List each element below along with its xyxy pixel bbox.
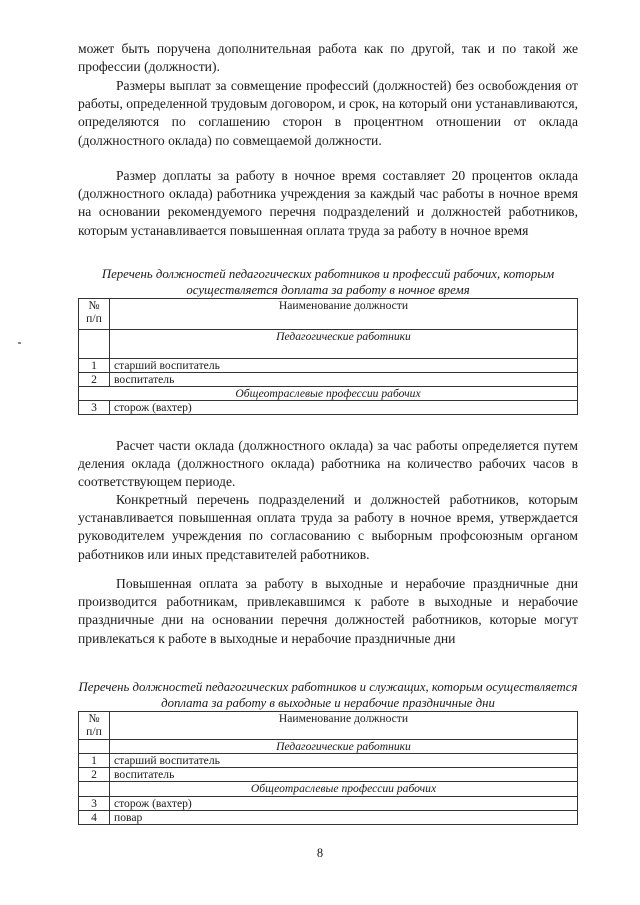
row-num: 2 xyxy=(79,373,110,387)
row-num: 1 xyxy=(79,754,110,768)
table-row xyxy=(79,387,578,401)
row-name: повар xyxy=(110,811,578,825)
paragraph-1: может быть поручена дополнительная работа как по другой, так и по такой же профессии (должности). xyxy=(78,41,578,75)
header-name: Наименование должности xyxy=(110,712,578,740)
row-name: воспитатель xyxy=(110,768,578,782)
table-row xyxy=(79,401,578,415)
table-row xyxy=(79,754,578,768)
row-name: старший воспитатель xyxy=(110,359,578,373)
page-number: 8 xyxy=(316,846,324,860)
group-heading: Педагогические работники xyxy=(110,740,578,754)
table-row xyxy=(79,797,578,811)
row-num: 2 xyxy=(79,768,110,782)
group-num-cell xyxy=(79,330,110,359)
table2 xyxy=(78,711,578,825)
group-num-cell xyxy=(79,740,110,754)
row-num: 3 xyxy=(79,401,110,415)
table1-caption: Перечень должностей педагогических работников и профессий рабочих, которым осуществляется доплата за работу в ночное время xyxy=(101,267,555,297)
group-heading: Общеотраслевые профессии рабочих xyxy=(110,782,578,797)
row-name: сторож (вахтер) xyxy=(110,401,578,415)
table-row xyxy=(79,330,578,359)
table-row xyxy=(79,359,578,373)
row-name: старший воспитатель xyxy=(110,754,578,768)
group-heading: Общеотраслевые профессии рабочих xyxy=(79,387,578,401)
row-name: воспитатель xyxy=(110,373,578,387)
table-row xyxy=(79,712,578,740)
table-row xyxy=(79,299,578,330)
margin-mark xyxy=(18,342,21,344)
header-num: № п/п xyxy=(79,299,110,330)
paragraph-4: Расчет части оклада (должностного оклада) за час работы определяется путем деления оклада (должностного оклада) работника на количество рабочих часов в соответствующем периоде. xyxy=(78,438,578,490)
group-heading: Педагогические работники xyxy=(110,330,578,359)
paragraph-5: Конкретный перечень подразделений и должностей работников, которым устанавливается повышенная оплата труда за работу в ночное время, утверждается руководителем учреждения по согласованию с выборным профсоюзным органом работников или иных представителей работников. xyxy=(78,492,578,562)
paragraph-2: Размеры выплат за совмещение профессий (должностей) без освобождения от работы, определенной трудовым договором, и срок, на который они устанавливаются, определяются по соглашению сторон в процентном отношении от оклада (должностного оклада) по совмещаемой должности. xyxy=(78,78,578,148)
header-num: № п/п xyxy=(79,712,110,740)
paragraph-6: Повышенная оплата за работу в выходные и нерабочие праздничные дни производится работникам, привлекавшимся к работе в выходные и нерабочие праздничные дни на основании перечня должностей работников, которые могут привлекаться к работе в выходные и нерабочие праздничные дни xyxy=(78,576,578,646)
header-name: Наименование должности xyxy=(110,299,578,330)
row-name: сторож (вахтер) xyxy=(110,797,578,811)
table-row xyxy=(79,811,578,825)
paragraph-3: Размер доплаты за работу в ночное время составляет 20 процентов оклада (должностного оклада) работника учреждения за каждый час работы в ночное время на основании рекомендуемого перечня подразделений и должностей работников, которым устанавливается повышенная оплата труда за работу в ночное время xyxy=(78,168,578,238)
table-row xyxy=(79,768,578,782)
row-num: 4 xyxy=(79,811,110,825)
table1 xyxy=(78,298,578,415)
row-num: 1 xyxy=(79,359,110,373)
table-row xyxy=(79,373,578,387)
row-num: 3 xyxy=(79,797,110,811)
table2-caption: Перечень должностей педагогических работников и служащих, которым осуществляется доплата за работу в выходные и нерабочие праздничные дни xyxy=(78,680,578,710)
group-num-cell xyxy=(79,782,110,797)
table-row xyxy=(79,782,578,797)
table-row xyxy=(79,740,578,754)
